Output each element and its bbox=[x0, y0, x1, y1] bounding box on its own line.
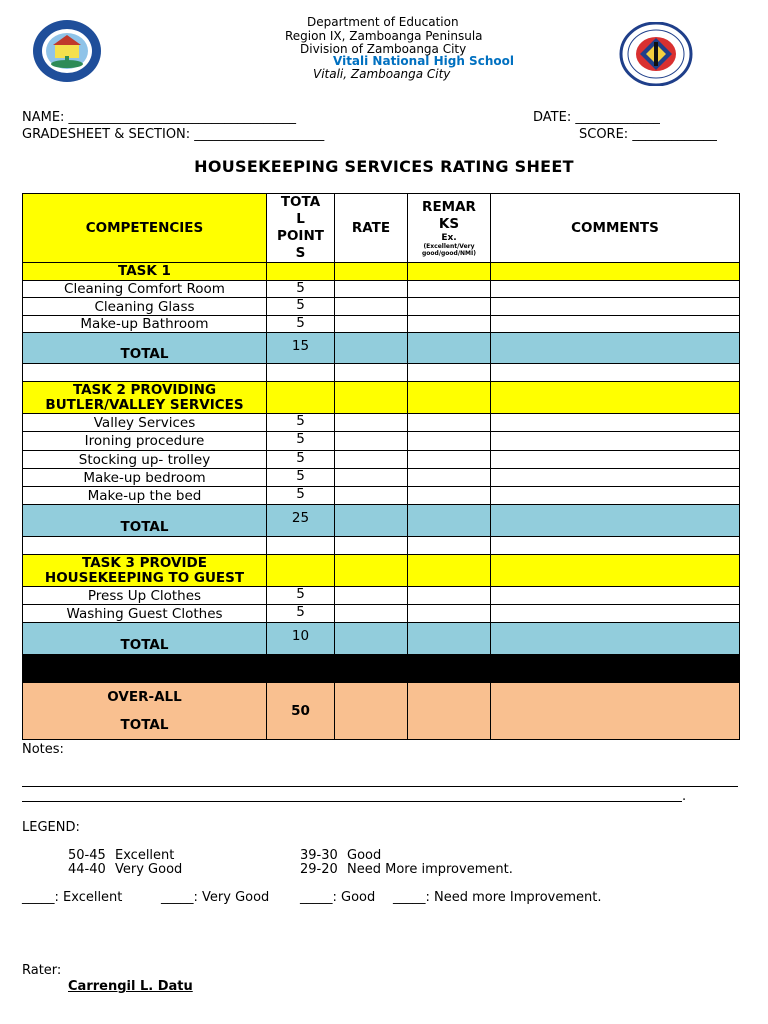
total-label: TOTAL bbox=[23, 623, 267, 655]
comments-cell[interactable] bbox=[491, 487, 740, 505]
table-row bbox=[23, 414, 740, 432]
comments-cell[interactable] bbox=[491, 451, 740, 469]
task2-title bbox=[23, 382, 267, 414]
header-total-points bbox=[267, 194, 335, 263]
header-division: Division of Zamboanga City bbox=[300, 42, 467, 56]
rate-cell[interactable] bbox=[335, 605, 408, 623]
points-cell: 5 bbox=[267, 469, 335, 487]
competency-item: Cleaning Comfort Room bbox=[23, 281, 267, 298]
task-title-row bbox=[23, 382, 740, 414]
header-department: Department of Education bbox=[307, 15, 459, 29]
notes-line[interactable] bbox=[22, 786, 738, 787]
task-title-row bbox=[23, 263, 740, 281]
remarks-cell[interactable] bbox=[408, 333, 491, 364]
comments-cell[interactable] bbox=[491, 623, 740, 655]
rate-cell[interactable] bbox=[335, 505, 408, 537]
header-remarks-note: (Excellent/Very good/good/NMI) bbox=[421, 243, 477, 257]
competency-item: Washing Guest Clothes bbox=[23, 605, 267, 623]
competency-item: Press Up Clothes bbox=[23, 587, 267, 605]
table-row bbox=[23, 605, 740, 623]
legend-desc: Need More improvement. bbox=[347, 862, 513, 877]
points-cell: 5 bbox=[267, 414, 335, 432]
rating-check-good[interactable]: _____: Good bbox=[300, 890, 376, 905]
spacer-row bbox=[23, 537, 740, 555]
header-rate: RATE bbox=[335, 194, 408, 263]
rating-check-very-good[interactable]: _____: Very Good bbox=[161, 890, 270, 905]
rate-cell[interactable] bbox=[335, 587, 408, 605]
remarks-cell[interactable] bbox=[408, 587, 491, 605]
rate-cell[interactable] bbox=[335, 281, 408, 298]
table-row bbox=[23, 587, 740, 605]
table-row bbox=[23, 281, 740, 298]
table-header-row bbox=[23, 194, 740, 263]
remarks-cell[interactable] bbox=[408, 505, 491, 537]
table-row bbox=[23, 316, 740, 333]
comments-cell[interactable] bbox=[491, 605, 740, 623]
notes-label: Notes: bbox=[22, 742, 64, 757]
competency-item: Make-up Bathroom bbox=[23, 316, 267, 333]
legend-desc: Excellent bbox=[115, 848, 175, 863]
remarks-cell[interactable] bbox=[408, 683, 491, 740]
rating-check-excellent[interactable]: _____: Excellent bbox=[22, 890, 123, 905]
remarks-cell[interactable] bbox=[408, 451, 491, 469]
comments-cell[interactable] bbox=[491, 414, 740, 432]
remarks-cell[interactable] bbox=[408, 605, 491, 623]
rate-cell[interactable] bbox=[335, 333, 408, 364]
total-value: 25 bbox=[267, 505, 335, 537]
remarks-cell[interactable] bbox=[408, 432, 491, 451]
overall-total-line: OVER-ALL bbox=[107, 689, 182, 705]
notes-line[interactable] bbox=[22, 801, 682, 802]
rate-cell[interactable] bbox=[335, 451, 408, 469]
points-cell: 5 bbox=[267, 487, 335, 505]
task3-title-line: HOUSEKEEPING TO GUEST bbox=[44, 569, 245, 586]
school-seal-icon bbox=[31, 18, 103, 84]
header-total-points-line: L bbox=[296, 211, 305, 227]
table-row bbox=[23, 298, 740, 316]
rate-cell[interactable] bbox=[335, 683, 408, 740]
rate-cell[interactable] bbox=[335, 469, 408, 487]
rate-cell[interactable] bbox=[335, 487, 408, 505]
total-label: TOTAL bbox=[23, 505, 267, 537]
legend-range: 29-20 bbox=[300, 862, 338, 877]
header-comments: COMMENTS bbox=[491, 194, 740, 263]
header-total-points-line: POINT bbox=[277, 228, 324, 244]
header-competencies: COMPETENCIES bbox=[23, 194, 267, 263]
comments-cell[interactable] bbox=[491, 316, 740, 333]
comments-cell[interactable] bbox=[491, 432, 740, 451]
legend-desc: Good bbox=[347, 848, 382, 863]
total-row bbox=[23, 505, 740, 537]
comments-cell[interactable] bbox=[491, 683, 740, 740]
header-remarks-line: REMAR bbox=[422, 199, 476, 215]
rate-cell[interactable] bbox=[335, 623, 408, 655]
task-title-row bbox=[23, 555, 740, 587]
points-cell: 5 bbox=[267, 605, 335, 623]
rater-name: Carrengil L. Datu bbox=[68, 979, 193, 994]
comments-cell[interactable] bbox=[491, 505, 740, 537]
header-remarks-line: KS bbox=[438, 216, 460, 232]
task3-title bbox=[23, 555, 267, 587]
task3-title-line: TASK 3 PROVIDE bbox=[82, 554, 207, 571]
header-region: Region IX, Zamboanga Peninsula bbox=[285, 29, 483, 43]
overall-total-row bbox=[23, 683, 740, 740]
points-cell: 5 bbox=[267, 432, 335, 451]
legend-range: 39-30 bbox=[300, 848, 338, 863]
table-row bbox=[23, 451, 740, 469]
name-field[interactable]: NAME: ___________________________________ bbox=[22, 110, 297, 125]
remarks-cell[interactable] bbox=[408, 469, 491, 487]
rater-label: Rater: bbox=[22, 963, 62, 978]
legend-desc: Very Good bbox=[115, 862, 183, 877]
comments-cell[interactable] bbox=[491, 333, 740, 364]
comments-cell[interactable] bbox=[491, 587, 740, 605]
points-cell: 5 bbox=[267, 451, 335, 469]
deped-seal-icon bbox=[619, 22, 693, 86]
remarks-cell[interactable] bbox=[408, 281, 491, 298]
table-row bbox=[23, 487, 740, 505]
table-row bbox=[23, 469, 740, 487]
points-cell: 5 bbox=[267, 281, 335, 298]
table-row bbox=[23, 432, 740, 451]
divider-row bbox=[23, 655, 740, 683]
total-value: 10 bbox=[267, 623, 335, 655]
remarks-cell[interactable] bbox=[408, 414, 491, 432]
score-field[interactable]: SCORE: _____________ bbox=[579, 127, 717, 142]
legend-range: 44-40 bbox=[68, 862, 106, 877]
legend-range: 50-45 bbox=[68, 848, 106, 863]
header-address: Vitali, Zamboanga City bbox=[313, 67, 451, 81]
overall-total-value: 50 bbox=[267, 683, 335, 740]
points-cell: 5 bbox=[267, 587, 335, 605]
total-label: TOTAL bbox=[23, 333, 267, 364]
header-remarks bbox=[408, 194, 491, 263]
remarks-cell[interactable] bbox=[408, 623, 491, 655]
rate-cell[interactable] bbox=[335, 432, 408, 451]
total-row bbox=[23, 623, 740, 655]
task1-title: TASK 1 bbox=[23, 263, 267, 281]
task2-title-line: BUTLER/VALLEY SERVICES bbox=[45, 396, 244, 413]
points-cell: 5 bbox=[267, 298, 335, 316]
remarks-cell[interactable] bbox=[408, 316, 491, 333]
legend-label: LEGEND: bbox=[22, 820, 80, 835]
competency-item: Cleaning Glass bbox=[23, 298, 267, 316]
rate-cell[interactable] bbox=[335, 316, 408, 333]
gradesheet-section-field[interactable]: GRADESHEET & SECTION: ____________________ bbox=[22, 127, 325, 142]
comments-cell[interactable] bbox=[491, 469, 740, 487]
task2-title-line: TASK 2 PROVIDING bbox=[72, 381, 217, 398]
remarks-cell[interactable] bbox=[408, 298, 491, 316]
remarks-cell[interactable] bbox=[408, 487, 491, 505]
competency-item: Valley Services bbox=[23, 414, 267, 432]
total-value: 15 bbox=[267, 333, 335, 364]
notes-end-mark: . bbox=[682, 789, 687, 804]
comments-cell[interactable] bbox=[491, 298, 740, 316]
overall-total-line: TOTAL bbox=[120, 717, 169, 733]
date-field[interactable]: DATE: _____________ bbox=[533, 110, 660, 125]
competency-item: Make-up bedroom bbox=[23, 469, 267, 487]
total-row bbox=[23, 333, 740, 364]
spacer-row bbox=[23, 364, 740, 382]
points-cell: 5 bbox=[267, 316, 335, 333]
rating-table bbox=[22, 193, 740, 740]
competency-item: Stocking up- trolley bbox=[23, 451, 267, 469]
rate-cell[interactable] bbox=[335, 414, 408, 432]
header-school: Vitali National High School bbox=[333, 54, 514, 68]
rate-cell[interactable] bbox=[335, 298, 408, 316]
rating-check-need-improvement[interactable]: _____: Need more Improvement. bbox=[393, 890, 602, 905]
header-remarks-ex: Ex. bbox=[441, 233, 457, 243]
comments-cell[interactable] bbox=[491, 281, 740, 298]
competency-item: Make-up the bed bbox=[23, 487, 267, 505]
header-total-points-line: S bbox=[295, 245, 306, 261]
header-total-points-line: TOTA bbox=[280, 194, 321, 210]
competency-item: Ironing procedure bbox=[23, 432, 267, 451]
page-title: HOUSEKEEPING SERVICES RATING SHEET bbox=[194, 157, 574, 176]
overall-total-label bbox=[23, 683, 267, 740]
